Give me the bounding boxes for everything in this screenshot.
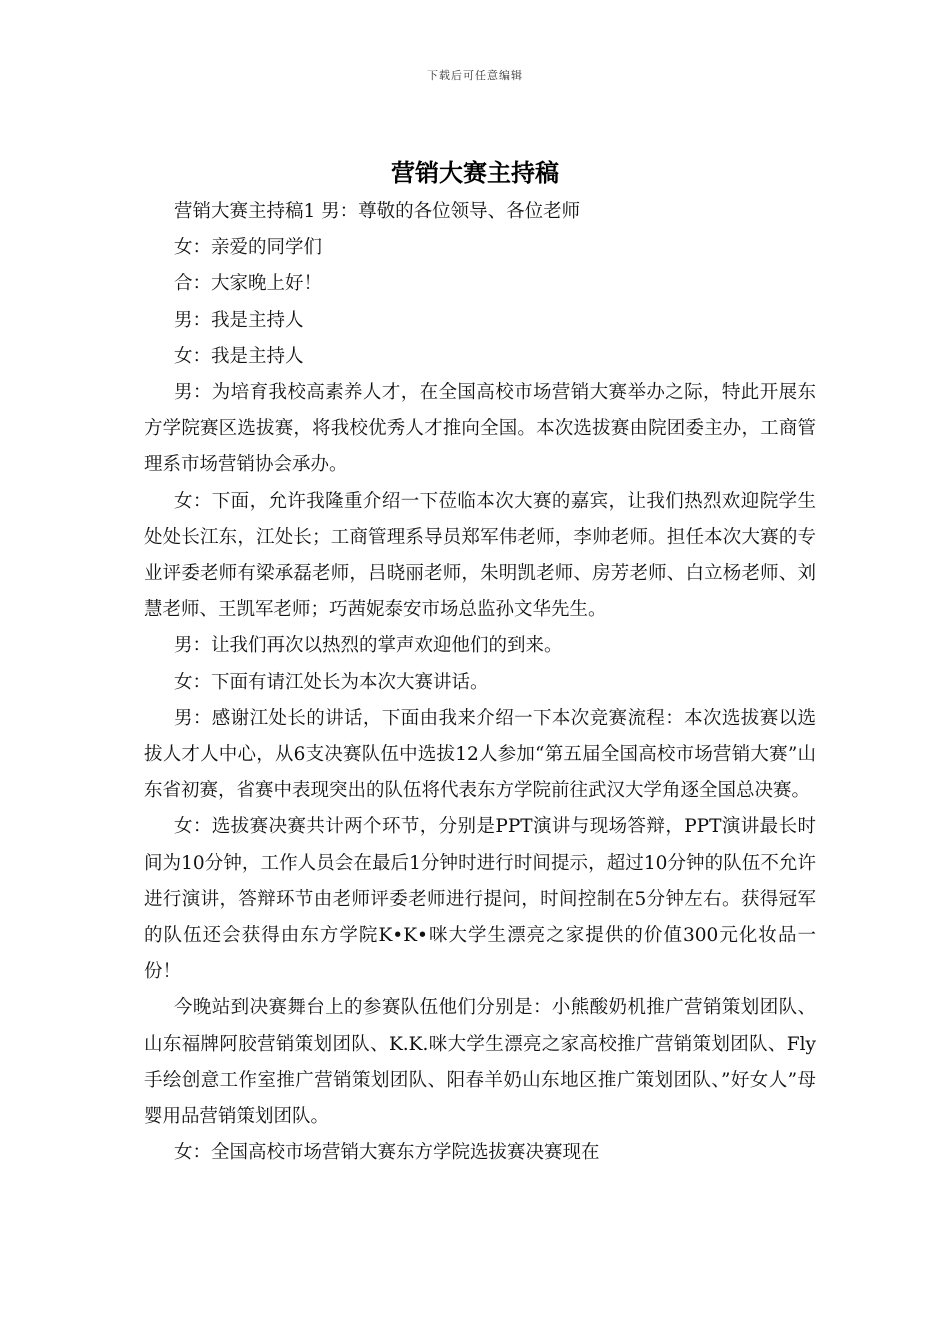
page-header-note: 下载后可任意编辑 (427, 69, 523, 82)
paragraph: 女：亲爱的同学们 (174, 237, 323, 259)
paragraph: 合：大家晚上好！ (174, 273, 323, 295)
document-body (144, 194, 816, 1171)
paragraph: 营销大赛主持稿1 男：尊敬的各位领导、各位老师 (174, 201, 581, 222)
document-title: 营销大赛主持稿 (391, 159, 559, 187)
paragraph: 男：为培育我校高素养人才，在全国高校市场营销大赛举办之际，特此开展东方学院赛区选拔赛，将我校优秀人才推向全国。本次选拔赛由院团委主办，工商管理系市场营销协会承办。 (144, 382, 816, 476)
paragraph: 女：全国高校市场营销大赛东方学院选拔赛决赛现在 (174, 1142, 600, 1164)
paragraph: 女：我是主持人 (174, 345, 304, 367)
paragraph: 女：下面，允许我隆重介绍一下莅临本次大赛的嘉宾，让我们热烈欢迎院学生处处长江东，江处长；工商管理系导员郑军伟老师，李帅老师。担任本次大赛的专业评委老师有梁承磊老师，吕晓丽老师，朱明凯老师、房芳老师、白立杨老师、刘慧老师、王凯军老师；巧茜妮泰安市场总监孙文华先生。 (144, 490, 816, 621)
paragraph: 女：下面有请江处长为本次大赛讲话。 (174, 671, 489, 693)
paragraph: 男：我是主持人 (174, 309, 304, 331)
paragraph: 男：感谢江处长的讲话，下面由我来介绍一下本次竞赛流程：本次选拔赛以选拔人才人中心，从6支决赛队伍中选拔12人参加“第五届全国高校市场营销大赛”山东省初赛，省赛中表现突出的队伍将代表东方学院前往武汉大学角逐全国总决赛。 (144, 707, 816, 802)
paragraph: 男：让我们再次以热烈的掌声欢迎他们的到来。 (174, 635, 563, 657)
paragraph: 今晚站到决赛舞台上的参赛队伍他们分别是：小熊酸奶机推广营销策划团队、山东福牌阿胶营销策划团队、K.K.咪大学生漂亮之家高校推广营销策划团队、Fly手绘创意工作室推广营销策划团队、阳春羊奶山东地区推广策划团队、”好女人”母婴用品营销策划团队。 (144, 997, 816, 1128)
paragraph: 女：选拔赛决赛共计两个环节，分别是PPT演讲与现场答辩，PPT演讲最长时间为10分钟，工作人员会在最后1分钟时进行时间提示，超过10分钟的队伍不允许进行演讲，答辩环节由老师评委老师进行提问，时间控制在5分钟左右。获得冠军的队伍还会获得由东方学院K•K•咪大学生漂亮之家提供的价值300元化妆品一份！ (144, 816, 816, 983)
